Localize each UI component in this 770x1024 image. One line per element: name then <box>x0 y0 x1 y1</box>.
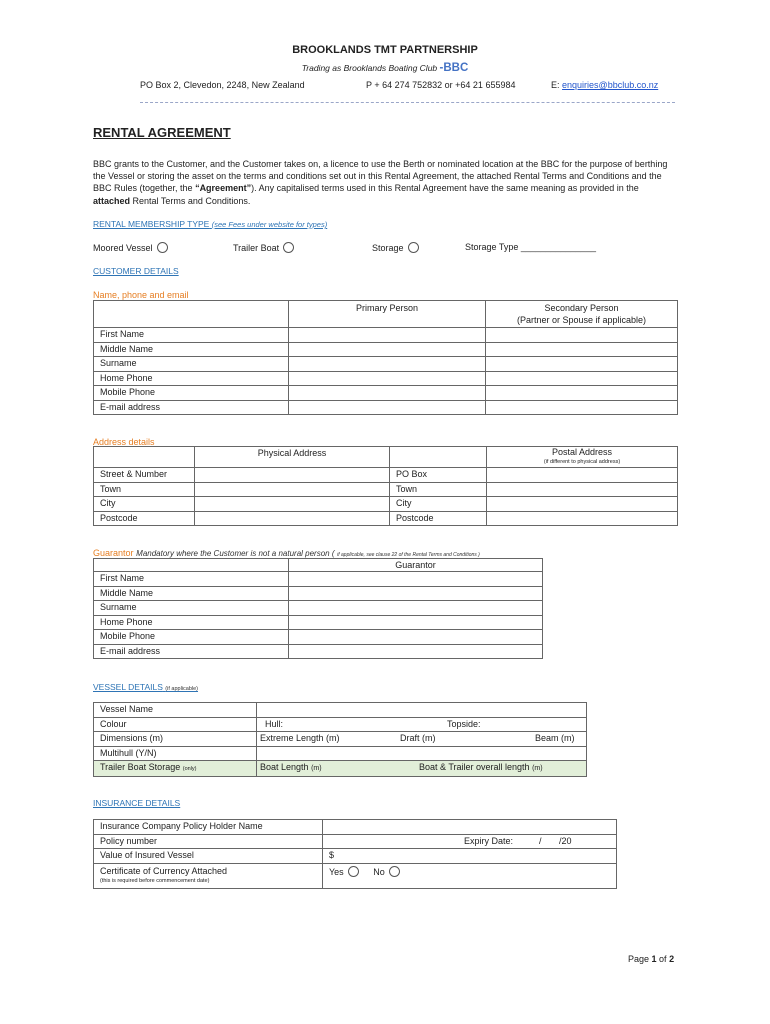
guarantor-home-phone-field[interactable] <box>289 615 543 630</box>
table-row <box>94 328 678 343</box>
physical-town-field[interactable] <box>195 482 390 497</box>
primary-first-name-field[interactable] <box>289 328 486 343</box>
address-heading: Address details <box>93 437 155 447</box>
certificate-label-cell <box>94 863 323 888</box>
multihull-field[interactable] <box>257 746 587 761</box>
intro-agreement-term: “Agreement” <box>195 183 252 194</box>
yes-label: Yes <box>329 866 344 877</box>
membership-heading <box>93 219 327 229</box>
row-label: Vessel Name <box>94 703 257 718</box>
postal-address-note: (if different to physical address) <box>543 459 621 465</box>
table-row <box>94 400 678 415</box>
certificate-options <box>323 863 617 888</box>
row-label: Mobile Phone <box>94 386 289 401</box>
trading-text: Trading as Brooklands Boating Club <box>301 63 438 73</box>
table-row <box>94 371 678 386</box>
secondary-surname-field[interactable] <box>486 357 678 372</box>
row-label: Home Phone <box>94 615 289 630</box>
insurance-table <box>93 819 617 889</box>
primary-mobile-phone-field[interactable] <box>289 386 486 401</box>
vessel-note: (if applicable) <box>165 686 199 692</box>
secondary-first-name-field[interactable] <box>486 328 678 343</box>
table-row <box>94 468 678 483</box>
email-row <box>551 80 658 90</box>
row-label: Insurance Company Policy Holder Name <box>94 820 323 835</box>
trailer-storage-text: Trailer Boat Storage <box>100 762 181 772</box>
row-label: Street & Number <box>94 468 195 483</box>
boat-length-unit: (m) <box>311 765 322 772</box>
row-label: Certificate of Currency Attached <box>100 865 228 876</box>
draft-label: Draft (m) <box>400 733 436 743</box>
vessel-heading-text: VESSEL DETAILS <box>93 682 163 692</box>
storage-type-field[interactable]: Storage Type _______________ <box>465 242 596 252</box>
secondary-person-note: (Partner or Spouse if applicable) <box>516 315 647 325</box>
row-label: Mobile Phone <box>94 630 289 645</box>
secondary-home-phone-field[interactable] <box>486 371 678 386</box>
option-trailer-boat-label: Trailer Boat <box>233 243 280 253</box>
postal-address: PO Box 2, Clevedon, 2248, New Zealand <box>140 80 305 90</box>
table-row <box>94 703 587 718</box>
radio-icon[interactable] <box>408 242 419 253</box>
table-row <box>94 586 543 601</box>
table-row <box>94 761 587 777</box>
topside-label: Topside: <box>447 718 481 729</box>
row-label: Policy number <box>94 834 323 849</box>
row-label: Town <box>94 482 195 497</box>
insurance-heading: INSURANCE DETAILS <box>93 798 181 808</box>
row-label: Colour <box>94 717 257 732</box>
insured-value-field[interactable] <box>323 849 617 864</box>
vessel-table <box>93 702 587 777</box>
email-label: E: <box>551 80 560 90</box>
primary-person-header: Primary Person <box>289 301 486 328</box>
row-label: Surname <box>94 357 289 372</box>
no-option[interactable] <box>373 867 400 877</box>
policy-number-field[interactable] <box>323 834 617 849</box>
physical-postcode-field[interactable] <box>195 511 390 526</box>
option-moored-vessel[interactable] <box>93 242 168 253</box>
dimensions-field[interactable] <box>257 732 587 747</box>
row-label: Town <box>390 482 487 497</box>
hull-label: Hull: <box>265 718 284 729</box>
colour-field[interactable] <box>257 717 587 732</box>
trading-line <box>0 62 770 74</box>
primary-home-phone-field[interactable] <box>289 371 486 386</box>
street-field[interactable] <box>195 468 390 483</box>
row-label: Postcode <box>94 511 195 526</box>
option-storage[interactable] <box>372 242 419 253</box>
physical-city-field[interactable] <box>195 497 390 512</box>
extreme-length-label: Extreme Length (m) <box>260 733 340 743</box>
table-row <box>94 357 678 372</box>
postal-town-field[interactable] <box>487 482 678 497</box>
guarantor-heading-text: Guarantor <box>93 548 134 558</box>
membership-heading-text: RENTAL MEMBERSHIP TYPE <box>93 219 210 229</box>
guarantor-header-row <box>94 559 543 572</box>
customer-header-row <box>94 301 678 328</box>
trailer-storage-label <box>94 761 257 777</box>
primary-email-field[interactable] <box>289 400 486 415</box>
customer-subheading: Name, phone and email <box>93 290 189 300</box>
intro-text-2: ). Any capitalised terms used in this Rental Agreement have the same meaning as provided in the <box>251 183 639 194</box>
guarantor-email-field[interactable] <box>289 644 543 659</box>
header-divider <box>140 102 675 103</box>
guarantor-first-name-field[interactable] <box>289 572 543 587</box>
table-row <box>94 482 678 497</box>
customer-heading: CUSTOMER DETAILS <box>93 266 179 276</box>
membership-note: (see Fees under website for types) <box>211 220 328 229</box>
primary-surname-field[interactable] <box>289 357 486 372</box>
address-header-row <box>94 447 678 468</box>
overall-length-unit: (m) <box>532 765 543 772</box>
blank-cell <box>94 301 289 328</box>
vessel-name-field[interactable] <box>257 703 587 718</box>
secondary-person-header <box>486 301 678 328</box>
table-row <box>94 746 587 761</box>
guarantor-note: Mandatory where the Customer is not a natural person ( <box>136 549 335 558</box>
option-storage-label: Storage <box>372 243 404 253</box>
table-row <box>94 497 678 512</box>
radio-icon[interactable] <box>157 242 168 253</box>
beam-label: Beam (m) <box>535 733 575 743</box>
row-label: First Name <box>94 572 289 587</box>
intro-text-1: BBC grants to the Customer, and the Customer takes on, a licence to use the Berth or nominated location at the BBC for the purpose of berthing the Vessel or storing the asset on the terms and conditions set out in this Rental Agreement, the attached Rental Terms and Conditions and the BBC Rules (together, the <box>93 159 668 194</box>
table-row <box>94 863 617 888</box>
page-number <box>628 954 674 964</box>
trailer-only-note: (only) <box>182 766 197 772</box>
company-name: BROOKLANDS TMT PARTNERSHIP <box>292 44 478 56</box>
table-row <box>94 342 678 357</box>
page-of: of <box>656 954 670 964</box>
bbc-badge: -BBC <box>439 62 469 74</box>
page-title: RENTAL AGREEMENT <box>93 125 231 140</box>
contact-line <box>140 80 680 92</box>
boat-length-label <box>260 761 322 775</box>
row-label: Postcode <box>390 511 487 526</box>
table-row <box>94 386 678 401</box>
expiry-year: /20 <box>559 835 572 846</box>
row-label: Dimensions (m) <box>94 732 257 747</box>
row-label: First Name <box>94 328 289 343</box>
guarantor-mobile-phone-field[interactable] <box>289 630 543 645</box>
row-label: Middle Name <box>94 586 289 601</box>
secondary-person-title: Secondary Person <box>544 303 619 313</box>
secondary-mobile-phone-field[interactable] <box>486 386 678 401</box>
table-row <box>94 601 543 616</box>
physical-address-header: Physical Address <box>195 447 390 468</box>
table-row <box>94 572 543 587</box>
intro-paragraph <box>93 158 673 207</box>
secondary-email-field[interactable] <box>486 400 678 415</box>
table-row <box>94 644 543 659</box>
blank-cell <box>94 447 195 468</box>
row-label: Surname <box>94 601 289 616</box>
row-label: Multihull (Y/N) <box>94 746 257 761</box>
guarantor-column-header: Guarantor <box>289 559 543 572</box>
table-row <box>94 849 617 864</box>
table-row <box>94 630 543 645</box>
table-row <box>94 820 617 835</box>
guarantor-middle-name-field[interactable] <box>289 586 543 601</box>
postal-city-field[interactable] <box>487 497 678 512</box>
row-label: E-mail address <box>94 644 289 659</box>
row-label: Middle Name <box>94 342 289 357</box>
guarantor-table <box>93 558 543 659</box>
page-current: 1 <box>651 954 657 964</box>
po-box-field[interactable] <box>487 468 678 483</box>
radio-icon[interactable] <box>348 866 359 877</box>
radio-icon[interactable] <box>283 242 294 253</box>
row-label: City <box>94 497 195 512</box>
table-row <box>94 717 587 732</box>
vessel-heading <box>93 682 198 692</box>
postal-address-header <box>487 447 678 468</box>
table-row <box>94 511 678 526</box>
postal-postcode-field[interactable] <box>487 511 678 526</box>
secondary-middle-name-field[interactable] <box>486 342 678 357</box>
no-label: No <box>373 866 385 877</box>
table-row <box>94 834 617 849</box>
table-row <box>94 615 543 630</box>
email-link[interactable]: enquiries@bbclub.co.nz <box>562 80 659 90</box>
radio-icon[interactable] <box>389 866 400 877</box>
expiry-date-label: Expiry Date: <box>464 835 514 846</box>
intro-text-3: Rental Terms and Conditions. <box>130 195 251 206</box>
row-label: Value of Insured Vessel <box>94 849 323 864</box>
guarantor-surname-field[interactable] <box>289 601 543 616</box>
customer-table <box>93 300 678 415</box>
row-label: Home Phone <box>94 371 289 386</box>
dollar-sign: $ <box>329 850 335 861</box>
blank-cell <box>390 447 487 468</box>
yes-option[interactable] <box>329 867 359 877</box>
trailer-storage-field[interactable] <box>257 761 587 777</box>
blank-cell <box>94 559 289 572</box>
certificate-note: (this is required before commencement date) <box>100 877 210 884</box>
primary-middle-name-field[interactable] <box>289 342 486 357</box>
option-trailer-boat[interactable] <box>233 242 294 253</box>
overall-length-text: Boat & Trailer overall length <box>419 762 530 772</box>
postal-address-title: Postal Address <box>551 447 613 457</box>
overall-length-label <box>419 761 543 775</box>
phone-numbers: P + 64 274 752832 or +64 21 655984 <box>366 80 516 90</box>
guarantor-note-small: if applicable, see clause 22 of the Rental Terms and Conditions ) <box>337 552 480 558</box>
page-total: 2 <box>669 954 675 964</box>
row-label: E-mail address <box>94 400 289 415</box>
option-moored-vessel-label: Moored Vessel <box>93 243 153 253</box>
table-row <box>94 732 587 747</box>
address-table <box>93 446 678 526</box>
row-label: PO Box <box>390 468 487 483</box>
intro-attached-term: attached <box>93 195 131 206</box>
expiry-slash: / <box>539 835 542 846</box>
page-prefix: Page <box>628 954 652 964</box>
policy-holder-field[interactable] <box>323 820 617 835</box>
row-label: City <box>390 497 487 512</box>
boat-length-text: Boat Length <box>260 762 309 772</box>
